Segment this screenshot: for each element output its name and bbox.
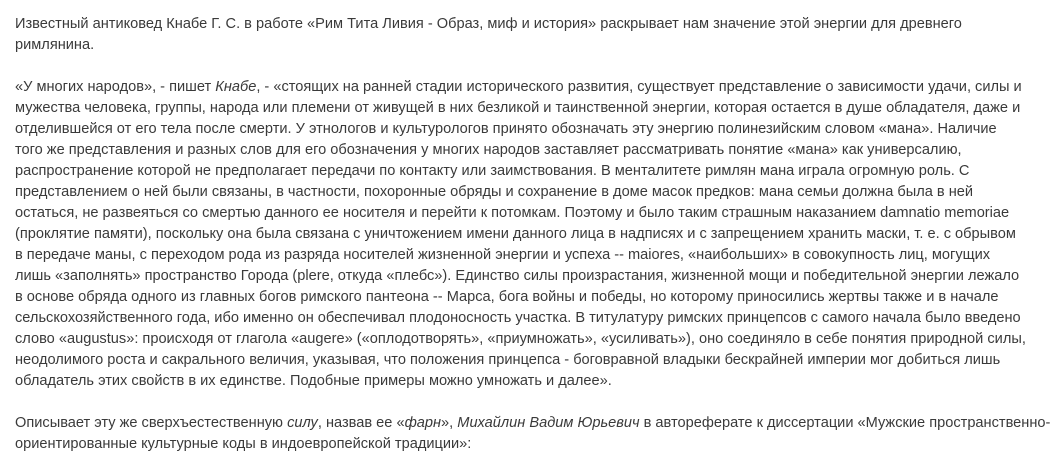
outro-text: , назвав ее « <box>317 415 405 431</box>
text-line: ориентированные культурные коды в индоевропейской традиции»: <box>15 436 472 452</box>
text-line: римлянина. <box>15 37 95 53</box>
outro-text: », <box>441 415 458 431</box>
outro-paragraph <box>15 413 1055 455</box>
quoted-author-name: Кнабе <box>215 79 257 95</box>
text-line: отделившейся от его тела после смерти. У этнологов и культурологов принято обозначать эту энергию полинезийским словом «мана». Наличие <box>15 121 997 137</box>
outro-text: в автореферате к диссертации «Мужские пространственно- <box>639 415 1051 431</box>
text-line <box>15 77 1055 98</box>
text-line: остаться, не развеяться со смертью данного ее носителя и перейти к потомкам. Поэтому и было таким страшным наказанием damnatio memoriae <box>15 205 1010 221</box>
cited-author-name: Михайлин Вадим Юрьевич <box>457 415 640 431</box>
text-line: Известный антиковед Кнабе Г. С. в работе «Рим Тита Ливия - Образ, миф и история» раскрывает нам значение этой энергии для древнего <box>15 16 962 32</box>
quote-lead-text: «У многих народов», - пишет <box>15 79 216 95</box>
article-body <box>15 14 1055 476</box>
quote-paragraph <box>15 77 1055 392</box>
intro-paragraph <box>15 14 1055 56</box>
text-line <box>15 413 1055 434</box>
text-line: лишь «заполнять» пространство Города (plere, откуда «плебс»). Единство силы произрастания, жизненной мощи и победительной энергии лежало <box>15 268 1020 284</box>
text-line: в основе обряда одного из главных богов римского пантеона -- Марса, бога войны и победы, но которому приносились жертвы также и в начале <box>15 289 999 305</box>
term-farn: фарн <box>404 415 442 431</box>
text-line: в передаче маны, с переходом рода из разряда носителей жизненной энергии и успеха -- maiores, «наибольших» в совокупность лиц, могущих <box>15 247 991 263</box>
text-line: слово «augustus»: происходя от глагола «augere» («оплодотворять», «приумножать», «усиливать»), оно соединяло в себе понятия природной силы, <box>15 331 1026 347</box>
text-line: сельскохозяйственного года, ибо именно он обеспечивал плодоносность участка. В титулатуру римских принцепсов с самого начала было введено <box>15 310 1021 326</box>
text-line: обладатель этих свойств в их единстве. Подобные примеры можно умножать и далее». <box>15 373 612 389</box>
text-line: представлением о ней были связаны, в частности, похоронные обряды и сохранение в доме масок предков: мана семьи должна была в ней <box>15 184 974 200</box>
text-line: распространение которой не предполагает передачи по контакту или заимствования. В менталитете римлян мана играла огромную роль. С <box>15 163 970 179</box>
text-line: (проклятие памяти), поскольку она была связана с уничтожением имени данного лица в надписях и с запрещением хранить маски, т. е. с обрывом <box>15 226 1016 242</box>
quote-lead-text: , - «стоящих на ранней стадии исторического развития, существует представление о зависимости удачи, силы и <box>256 79 1022 95</box>
text-line: мужества человека, группы, народа или племени от живущей в них безликой и таинственной энергии, которая остается в душе обладателя, даже и <box>15 100 1021 116</box>
term-sila: силу <box>287 415 318 431</box>
text-line: того же представления и разных слов для его обозначения у многих народов заставляет рассматривать понятие «мана» как универсалию, <box>15 142 962 158</box>
outro-text: Описывает эту же сверхъестественную <box>15 415 288 431</box>
text-line: неодолимого роста и сакрального величия, указывая, что положения принцепса - боговравной владыки бескрайней империи мог добиться лишь <box>15 352 1001 368</box>
